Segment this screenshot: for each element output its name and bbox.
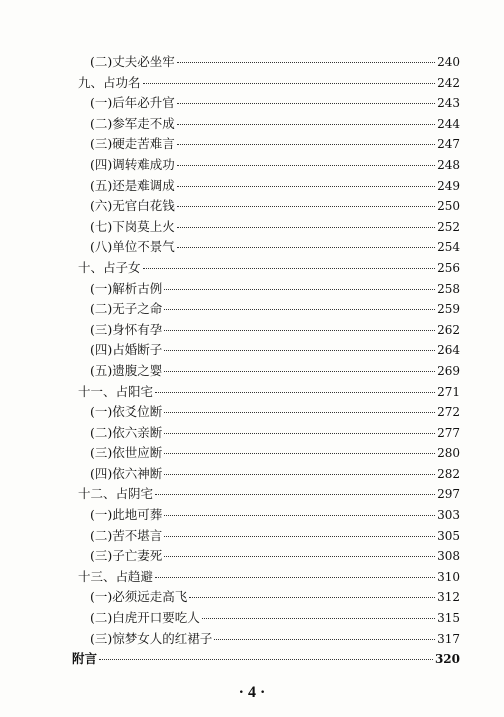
toc-entry	[72, 52, 460, 73]
dot-leader	[164, 433, 435, 434]
toc-entry-title: (八)单位不景气	[90, 239, 175, 255]
dot-leader	[177, 124, 435, 125]
toc-entry-page: 250	[437, 199, 460, 214]
dot-leader	[164, 371, 435, 372]
toc-entry-title: 十一、占阳宅	[78, 383, 154, 399]
toc-entry	[72, 423, 460, 444]
toc-entry-title: (三)身怀有孕	[90, 321, 163, 337]
toc-entry	[72, 464, 460, 485]
toc-entry-page: 269	[437, 363, 460, 378]
toc-entry	[72, 73, 460, 94]
toc-entry-page: 258	[437, 281, 460, 296]
toc-entry	[72, 382, 460, 403]
toc-entry-title: 十三、占趋避	[78, 568, 154, 584]
toc-entry	[72, 567, 460, 588]
toc-entry-title: (一)依爻位断	[90, 404, 163, 420]
dot-leader	[177, 144, 435, 145]
toc-entry-page: 264	[437, 343, 460, 358]
dot-leader	[164, 289, 435, 290]
dot-leader	[164, 453, 435, 454]
toc-entry-page: 277	[437, 425, 460, 440]
toc-entry	[72, 361, 460, 382]
toc-entry-page: 297	[437, 487, 460, 502]
toc-entry	[72, 196, 460, 217]
dot-leader	[177, 186, 435, 187]
dot-leader	[164, 556, 435, 557]
table-of-contents	[72, 52, 460, 670]
dot-leader	[164, 309, 435, 310]
toc-entry-page: 282	[437, 466, 460, 481]
dot-leader	[177, 206, 435, 207]
toc-entry-page: 259	[437, 302, 460, 317]
toc-entry-title: 附言	[72, 651, 98, 667]
toc-entry-page: 249	[437, 178, 460, 193]
toc-entry-title: 九、占功名	[78, 74, 141, 90]
toc-entry-page: 242	[437, 75, 460, 90]
dot-leader	[155, 392, 435, 393]
toc-entry	[72, 93, 460, 114]
toc-entry-page: 310	[437, 569, 460, 584]
toc-entry	[72, 608, 460, 629]
toc-entry-title: 十二、占阴宅	[78, 486, 154, 502]
toc-entry-title: (四)占婚断子	[90, 342, 163, 358]
toc-entry	[72, 443, 460, 464]
toc-entry-page: 315	[437, 611, 460, 626]
toc-entry-title: (二)丈夫必坐牢	[90, 54, 175, 69]
toc-entry-title: (一)解析古例	[90, 280, 163, 296]
dot-leader	[155, 577, 435, 578]
toc-entry-page: 305	[437, 528, 460, 543]
dot-leader	[143, 268, 436, 269]
toc-entry	[72, 299, 460, 320]
toc-entry-page: 248	[437, 157, 460, 172]
dot-leader	[202, 618, 435, 619]
dot-leader	[164, 474, 435, 475]
toc-entry-title: (三)硬走苦难言	[90, 136, 175, 152]
toc-entry	[72, 546, 460, 567]
toc-entry	[72, 340, 460, 361]
toc-entry-title: (二)参军走不成	[90, 115, 175, 131]
toc-entry-page: 272	[437, 405, 460, 420]
dot-leader	[177, 227, 435, 228]
dot-leader	[177, 103, 435, 104]
dot-leader	[155, 494, 435, 495]
toc-entry	[72, 484, 460, 505]
toc-entry-title: (三)依世应断	[90, 445, 163, 461]
toc-entry-title: (七)下岗莫上火	[90, 218, 175, 234]
dot-leader	[164, 412, 435, 413]
toc-entry	[72, 629, 460, 650]
toc-entry-page: 256	[437, 260, 460, 275]
toc-entry-title: (四)调转难成功	[90, 156, 175, 172]
toc-entry	[72, 402, 460, 423]
toc-entry	[72, 134, 460, 155]
toc-entry-title: (二)无子之命	[90, 301, 163, 317]
toc-entry-title: (五)还是难调成	[90, 177, 175, 193]
dot-leader	[189, 597, 435, 598]
toc-entry-page: 247	[437, 137, 460, 152]
toc-entry-title: (六)无官白花钱	[90, 198, 175, 214]
page-number: · 4 ·	[238, 684, 266, 701]
toc-entry-page: 252	[437, 219, 460, 234]
toc-entry-page: 280	[437, 446, 460, 461]
dot-leader	[177, 62, 435, 63]
dot-leader	[177, 165, 435, 166]
toc-entry-title: (五)遗腹之婴	[90, 362, 163, 378]
toc-entry-title: (四)依六神断	[90, 465, 163, 481]
toc-entry-page: 243	[437, 96, 460, 111]
toc-entry	[72, 237, 460, 258]
toc-entry	[72, 176, 460, 197]
toc-entry-page: 271	[437, 384, 460, 399]
toc-entry-page: 240	[437, 55, 460, 69]
toc-entry-title: (二)依六亲断	[90, 424, 163, 440]
toc-entry-title: 十、占子女	[78, 259, 141, 275]
dot-leader	[164, 515, 435, 516]
toc-entry-title: (一)此地可葬	[90, 507, 163, 523]
dot-leader	[164, 350, 435, 351]
dot-leader	[99, 659, 433, 660]
toc-entry-title: (三)子亡妻死	[90, 548, 163, 564]
toc-entry	[72, 526, 460, 547]
toc-entry	[72, 649, 460, 670]
toc-entry	[72, 587, 460, 608]
dot-leader	[177, 247, 435, 248]
toc-entry-page: 308	[437, 549, 460, 564]
toc-entry	[72, 505, 460, 526]
toc-entry	[72, 114, 460, 135]
dot-leader	[164, 536, 435, 537]
dot-leader	[143, 83, 436, 84]
toc-entry-page: 303	[437, 508, 460, 523]
dot-leader	[164, 330, 435, 331]
toc-entry-page: 244	[437, 116, 460, 131]
toc-entry	[72, 279, 460, 300]
toc-entry-page: 254	[437, 240, 460, 255]
toc-entry-title: (三)惊梦女人的红裙子	[90, 630, 213, 646]
toc-entry-title: (二)苦不堪言	[90, 527, 163, 543]
toc-entry-page: 262	[437, 322, 460, 337]
toc-entry	[72, 155, 460, 176]
toc-entry-title: (一)后年必升官	[90, 95, 175, 111]
toc-entry-page: 312	[437, 590, 460, 605]
toc-entry	[72, 258, 460, 279]
toc-entry	[72, 320, 460, 341]
toc-entry-page: 320	[434, 652, 460, 667]
toc-entry	[72, 217, 460, 238]
toc-entry-title: (二)白虎开口要吃人	[90, 610, 200, 626]
dot-leader	[214, 639, 435, 640]
toc-entry-title: (一)必须远走高飞	[90, 589, 188, 605]
toc-entry-page: 317	[437, 631, 460, 646]
